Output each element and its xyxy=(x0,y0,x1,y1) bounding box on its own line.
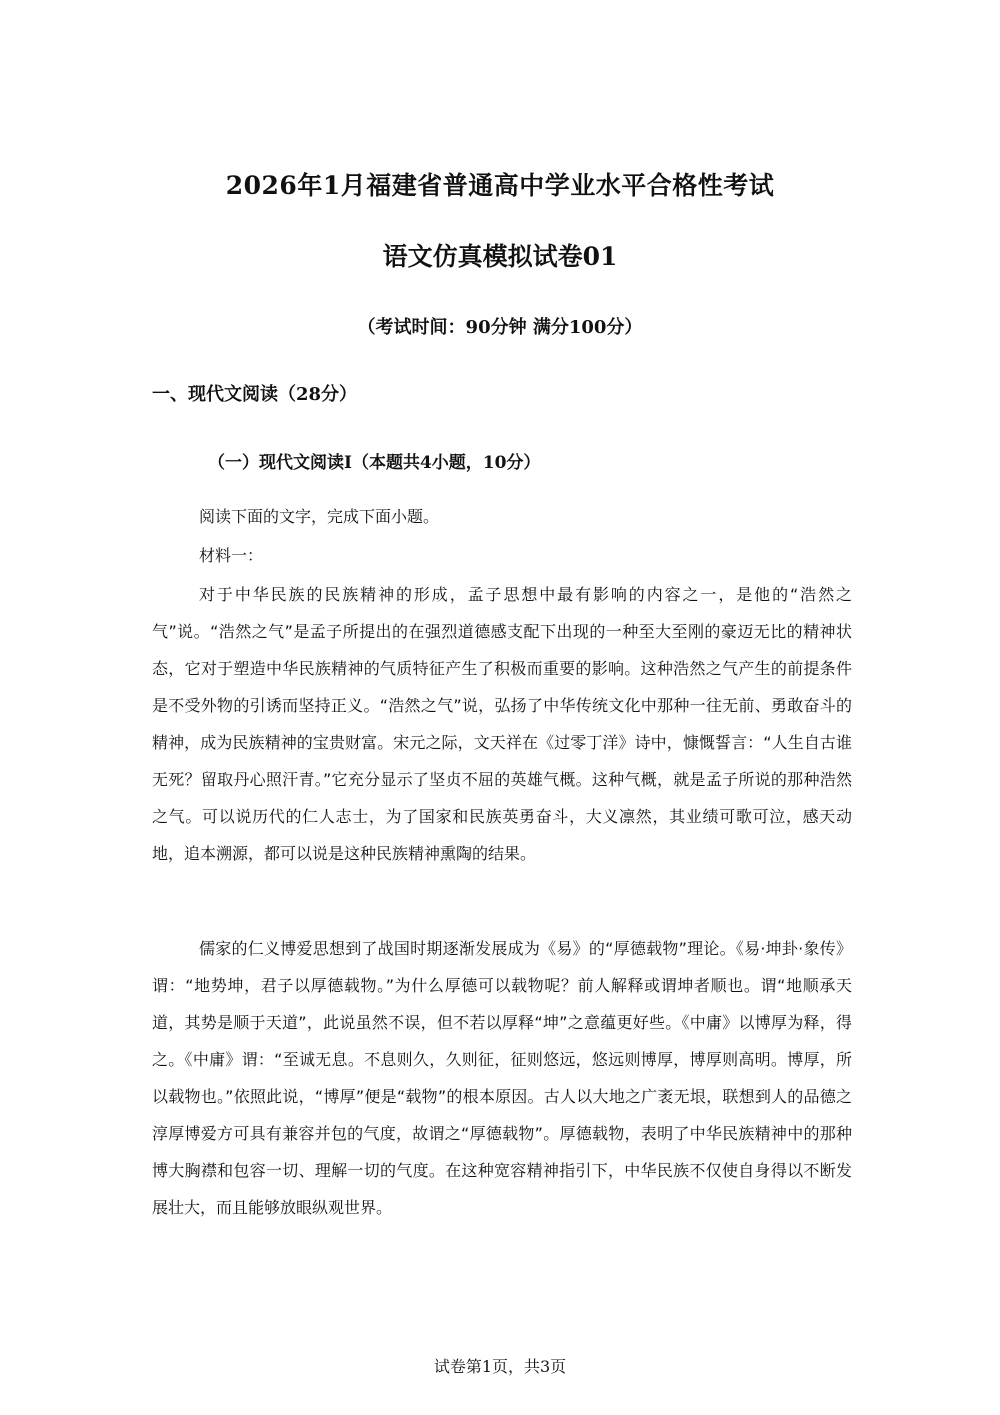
page-footer: 试卷第1页，共3页 xyxy=(433,1357,567,1376)
subsection-heading: （一）现代文阅读Ⅰ（本题共4小题，10分） xyxy=(208,453,541,473)
exam-subtitle: 语文仿真模拟试卷01 xyxy=(382,242,618,271)
exam-time-score: （考试时间：90分钟 满分100分） xyxy=(357,317,643,338)
section-heading: 一、现代文阅读（28分） xyxy=(152,384,358,405)
passage-paragraph-2: 儒家的仁义博爱思想到了战国时期逐渐发展成为《易》的“厚德载物”理论。《易·坤卦·象传》谓：“地势坤，君子以厚德载物。”为什么厚德可以载物呢？前人解释或谓坤者顺也。谓“地顺承天道，其势是顺于天道”，此说虽然不误，但不若以厚释“坤”之意蕴更好些。《中庸》以博厚为释，得之。《中庸》谓：“至诚无息。不息则久，久则征，征则悠远，悠远则博厚，博厚则高明。博厚，所以载物也。”依照此说，“博厚”便是“载物”的根本原因。古人以大地之广袤无垠，联想到人的品德之淳厚博爱方可具有兼容并包的气度，故谓之“厚德载物”。厚德载物，表明了中华民族精神中的那种博大胸襟和包容一切、理解一切的气度。在这种宽容精神指引下，中华民族不仅使自身得以不断发展壮大，而且能够放眼纵观世界。 xyxy=(152,939,852,1217)
exam-title: 2026年1月福建省普通高中学业水平合格性考试 xyxy=(225,171,775,200)
passage-paragraph-1: 对于中华民族的民族精神的形成，孟子思想中最有影响的内容之一，是他的“浩然之气”说。“浩然之气”是孟子所提出的在强烈道德感支配下出现的一种至大至刚的豪迈无比的精神状态，它对于塑造中华民族精神的气质特征产生了积极而重要的影响。这种浩然之气产生的前提条件是不受外物的引诱而坚持正义。“浩然之气”说，弘扬了中华传统文化中那种一往无前、勇敢奋斗的精神，成为民族精神的宝贵财富。宋元之际，文天祥在《过零丁洋》诗中，慷慨誓言：“人生自古谁无死？留取丹心照汗青。”它充分显示了坚贞不屈的英雄气概。这种气概，就是孟子所说的那种浩然之气。可以说历代的仁人志士，为了国家和民族英勇奋斗，大义凛然，其业绩可歌可泣，感天动地，追本溯源，都可以说是这种民族精神熏陶的结果。 xyxy=(152,585,852,863)
reading-instruction: 阅读下面的文字，完成下面小题。 xyxy=(199,507,440,526)
material-label: 材料一： xyxy=(199,546,264,565)
